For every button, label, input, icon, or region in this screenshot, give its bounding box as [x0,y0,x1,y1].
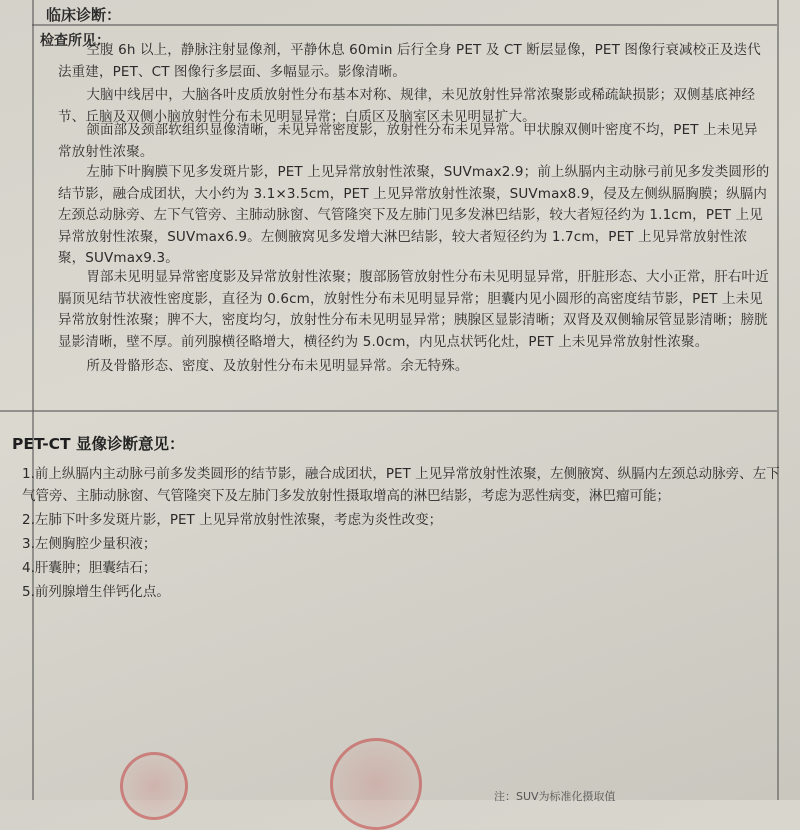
header-divider [32,24,777,26]
diagnosis-item: 5.前列腺增生伴钙化点。 [22,584,170,600]
findings-paragraph-1: 空腹 6h 以上，静脉注射显像剂，平静休息 60min 后行全身 PET 及 CT 断层显像，PET 图像行衰减校正及迭代法重建，PET、CT 图像行多层面、多幅显示。影像清晰。 [58,42,761,80]
diagnosis-item: 2.左肺下叶多发斑片影，PET 上见异常放射性浓聚，考虑为炎性改变； [22,512,443,528]
findings-paragraph-3: 颌面部及颈部软组织显像清晰，未见异常密度影，放射性分布未见异常。甲状腺双侧叶密度不均，PET 上未见异常放射性浓聚。 [58,122,758,160]
footer-note-fragment: 注：SUV为标准化摄取值 [494,790,616,803]
right-border-line [777,0,779,800]
left-border-line [32,0,34,800]
red-seal-stamp [330,738,422,830]
diagnosis-item: 4.肝囊肿；胆囊结石； [22,560,157,576]
diagnosis-list [22,463,782,605]
red-seal-stamp [120,752,188,820]
section-divider [0,410,777,412]
findings-paragraph-2: 大脑中线居中，大脑各叶皮质放射性分布基本对称、规律，未见放射性异常浓聚影或稀疏缺损影；双侧基底神经节、丘脑及双侧小脑放射性分布未见明显异常；白质区及脑室区未见明显扩大。 [58,87,756,125]
diagnosis-item: 3.左侧胸腔少量积液； [22,536,157,552]
findings-paragraph-6: 所及骨骼形态、密度、及放射性分布未见明显异常。余无特殊。 [86,358,469,374]
findings-paragraph-5: 胃部未见明显异常密度影及异常放射性浓聚；腹部肠管放射性分布未见明显异常，肝脏形态、大小正常，肝右叶近膈顶见结节状液性密度影，直径为 0.6cm，放射性分布未见明显异常；胆囊内见小圆形的高密度结节影，PET 上未见异常放射性浓聚；脾不大，密度均匀，放射性分布未见明显异常；胰腺区显影清晰；双肾及双侧输尿管显影清晰；膀胱显影清晰，壁不厚。前列腺横径略增大，横径约为 5.0cm，内见点状钙化灶，PET 上未见异常放射性浓聚。 [58,269,769,350]
clinical-diagnosis-label: 临床诊断： [46,6,122,24]
findings-paragraph-4: 左肺下叶胸膜下见多发斑片影，PET 上见异常放射性浓聚，SUVmax2.9；前上纵膈内主动脉弓前见多发类圆形的结节影，融合成团状，大小约为 3.1×3.5cm，PET 上见异常放射性浓聚，SUVmax8.9，侵及左侧纵膈胸膜；纵膈内左颈总动脉旁、左下气管旁、主肺动脉窗、气管隆突下及左肺门见多发淋巴结影，较大者短径约为 1.1cm，PET 上见异常放射性浓聚，SUVmax6.9。左侧腋窝见多发增大淋巴结影，较大者短径约为 1.7cm，PET 上见异常放射性浓聚，SUVmax9.3。 [58,164,770,266]
diagnosis-item: 1.前上纵膈内主动脉弓前多发类圆形的结节影，融合成团状，PET 上见异常放射性浓聚，左侧腋窝、纵膈内左颈总动脉旁、左下气管旁、主肺动脉窗、气管隆突下及左肺门多发放射性摄取增高的淋巴结影，考虑为恶性病变，淋巴瘤可能； [22,466,780,504]
diagnosis-title: PET-CT 显像诊断意见： [12,435,185,453]
findings-label: 检查所见： [40,33,110,49]
